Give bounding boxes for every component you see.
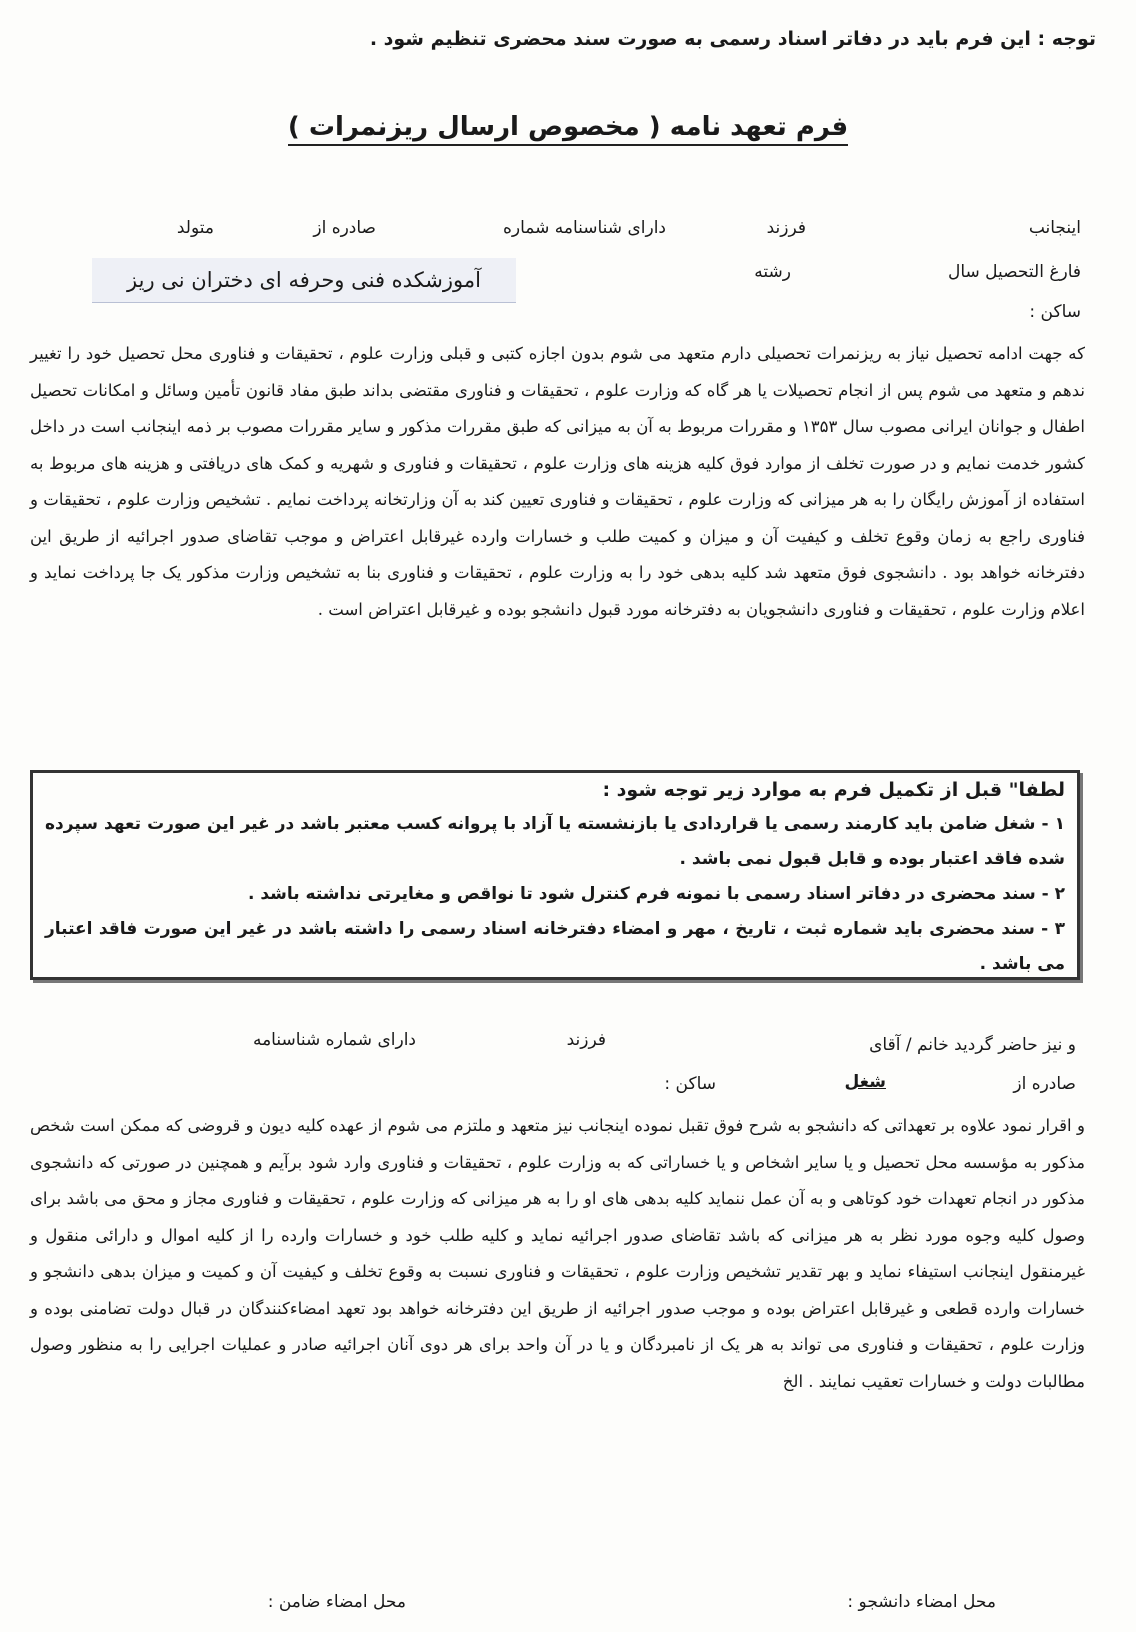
- title-wrap: [0, 112, 1136, 146]
- guarantor-job-label: شغل: [844, 1072, 886, 1092]
- commitment-paragraph: که جهت ادامه تحصیل نیاز به ریزنمرات تحصیلی دارم متعهد می شوم بدون اجازه کتبی و قبلی وزارت علوم ، تحقیقات و فناوری محل تحصیل خود را تغییر ندهم و متعهد می شوم پس از انجام تحصیلات یا هر گاه که وزارت علوم ، تحقیقات و فناوری مقتضی بداند طبق مفاد قانون تأمین وسائل و امکانات تحصیل اطفال و جوانان ایرانی مصوب سال ۱۳۵۳ و مقررات مربوط به آن به میزانی که طبق مقررات مذکور و سایر مقررات مصوب بر ذمه اینجانب است در داخل کشور خدمت نمایم و در صورت تخلف از موارد فوق کلیه هزینه های وزارت علوم ، تحقیقات و فناوری و شهریه و کمک های دریافتی و هزینه های مربوط به استفاده از آموزش رایگان را به هر میزانی که وزارت علوم ، تحقیقات و فناوری تعیین کند به آن وزارتخانه پرداخت نمایم . تشخیص وزارت علوم ، تحقیقات و فناوری راجع به زمان وقوع تخلف و کیفیت آن و میزان و کمیت طلب و خسارات وارده غیرقابل اعتراض و موجب تقاضای صدور اجرائیه از طریق این دفترخانه خواهد بود . دانشجوی فوق متعهد شد کلیه بدهی خود را به وزارت علوم ، تحقیقات و فناوری بنا به تشخیص وزارت مذکور یک جا پرداخت نماید و اعلام وزارت علوم ، تحقیقات و فناوری دانشجویان به دفترخانه مورد قبول دانشجو بوده و غیرقابل اعتراض است .: [30, 344, 1085, 619]
- student-signature-label: محل امضاء دانشجو :: [847, 1592, 996, 1612]
- id-number-label: دارای شناسنامه شماره: [502, 218, 666, 238]
- born-label: متولد: [176, 218, 214, 238]
- instructions-heading: لطفا" قبل از تکمیل فرم به موارد زیر توجه شود :: [602, 779, 1065, 801]
- instruction-item-1: ۱ - شغل ضامن باید کارمند رسمی یا قراردادی یا بازنشسته یا آزاد با پروانه کسب معتبر باشد در غیر این صورت تعهد سپرده شده فاقد اعتبار بوده و قابل قبول نمی باشد .: [45, 814, 1065, 869]
- instruction-item-3: ۳ - سند محضری باید شماره ثبت ، تاریخ ، مهر و امضاء دفترخانه اسناد رسمی را داشته باشد در غیر این صورت فاقد اعتبار می باشد .: [45, 919, 1065, 974]
- applicant-label: اینجانب: [1028, 218, 1081, 238]
- guarantor-resident-label: ساکن :: [664, 1074, 716, 1094]
- notice-line: توجه : این فرم باید در دفاتر اسناد رسمی به صورت سند محضری تنظیم شود .: [369, 28, 1096, 50]
- graduate-year-label: فارغ التحصیل سال: [948, 262, 1081, 282]
- guarantor-id-number-label: دارای شماره شناسنامه: [252, 1030, 416, 1050]
- child-of-label: فرزند: [766, 218, 806, 238]
- instruction-item-2: ۲ - سند محضری در دفاتر اسناد رسمی با نمونه فرم کنترل شود تا نواقص و مغایرتی نداشته باشد .: [247, 884, 1065, 904]
- guarantor-signature-label: محل امضاء ضامن :: [267, 1592, 406, 1612]
- guarantor-paragraph: و اقرار نمود علاوه بر تعهداتی که دانشجو به شرح فوق تقبل نموده اینجانب نیز متعهد و ملتزم می شوم از عهده کلیه دیون و قروضی که ممکن است شخص مذکور به مؤسسه محل تحصیل و یا سایر اشخاص و یا خساراتی که به وزارت علوم ، تحقیقات و فناوری وارد شود برآیم و همچنین در صورتی که دانشجوی مذکور در انجام تعهدات خود کوتاهی و به آن عمل ننماید کلیه بدهی های او را به هر میزانی که وزارت علوم ، تحقیقات و فناوری مجاز و محق می باشد برای وصول کلیه وجوه مورد نظر به هر میزانی که باشد تقاضای صدور اجرائیه نماید و کلیه طلب خود و خسارات وارده را از کلیه اموال و دارائی منقول و غیرمنقول اینجانب استیفاء نماید و بهر تقدیر تشخیص وزارت علوم ، تحقیقات و فناوری نسبت به وقوع تخلف و کیفیت آن و کمیت و میزان بدهی دانشجو و خسارات وارده قطعی و غیرقابل اعتراض بوده و موجب صدور اجرائیه از طریق این دفترخانه خواهد بود تعهد امضاءکنندگان در قبال دولت تضامنی بوده و وزارت علوم ، تحقیقات و فناوری می تواند به هر یک از نامبردگان و یا در آن واحد برای هر دوی آنان اجرائیه صادر و عملیات اجرایی را به منظور وصول مطالبات دولت و خسارات تعقیب نمایند . الخ: [30, 1116, 1085, 1391]
- form-title: فرم تعهد نامه ( مخصوص ارسال ریزنمرات ): [288, 112, 848, 146]
- resident-label: ساکن :: [1029, 302, 1081, 322]
- guarantor-issued-from-label: صادره از: [1013, 1074, 1076, 1094]
- major-label: رشته: [754, 262, 791, 282]
- instructions-box: [30, 770, 1080, 980]
- issued-from-label: صادره از: [313, 218, 376, 238]
- guarantor-child-of-label: فرزند: [566, 1030, 606, 1050]
- school-name-field: آموزشکده فنی وحرفه ای دختران نی ریز: [92, 258, 516, 303]
- guarantor-present-label: و نیز حاضر گردید خانم / آقای: [869, 1035, 1076, 1055]
